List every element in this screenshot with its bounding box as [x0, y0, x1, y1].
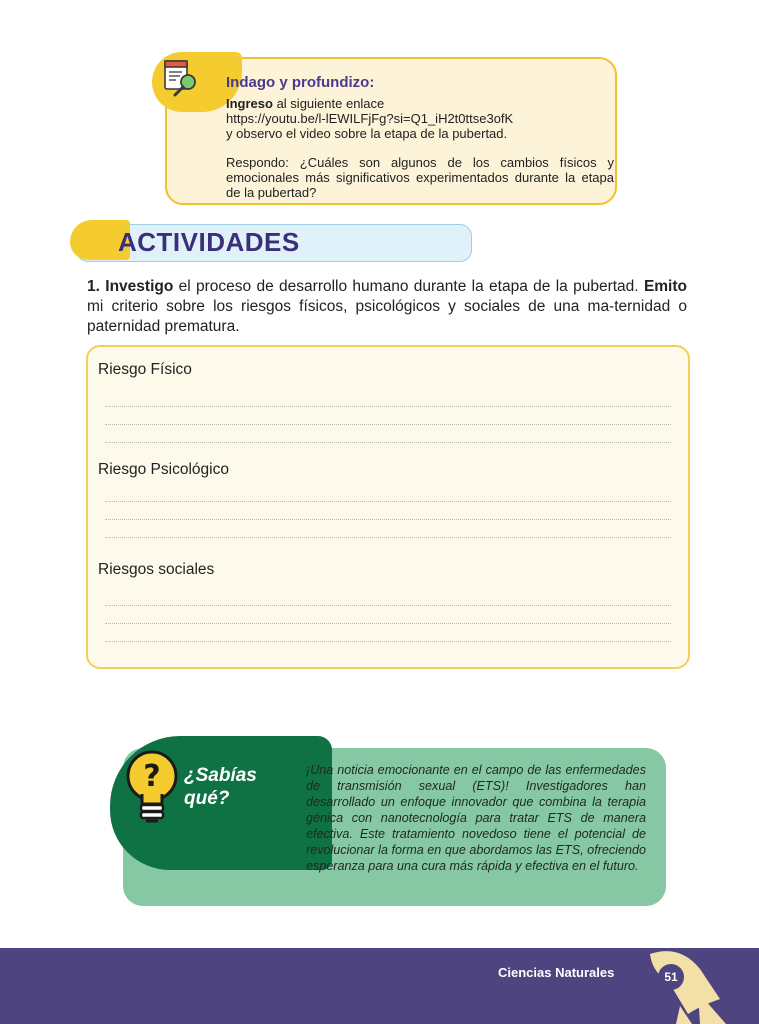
risk-label-psychological: Riesgo Psicológico — [98, 461, 229, 478]
answer-line[interactable] — [105, 623, 671, 624]
indago-title: Indago y profundizo: — [226, 74, 375, 91]
indago-question: Respondo: ¿Cuáles son algunos de los cambios físicos y emocionales más significativos experimentados durante la etapa de la pubertad? — [226, 155, 614, 200]
activities-title: ACTIVIDADES — [118, 227, 300, 257]
link-intro: al siguiente enlace — [272, 96, 385, 111]
rocket-icon — [640, 944, 730, 1024]
verb-emito: Emito — [643, 278, 687, 295]
answer-line[interactable] — [105, 537, 671, 538]
page-number: 51 — [658, 964, 684, 990]
verb-investigo: Investigo — [105, 278, 174, 295]
document-magnifier-icon — [160, 58, 202, 98]
risk-label-social: Riesgos sociales — [98, 561, 215, 578]
activity-instruction — [87, 277, 687, 337]
observe-text: y observo el video sobre la etapa de la pubertad. — [226, 126, 508, 141]
item-number: 1. — [87, 278, 100, 295]
risk-label-physical: Riesgo Físico — [98, 361, 192, 378]
sabias-title-line1: ¿Sabías — [184, 765, 257, 786]
answer-line[interactable] — [105, 641, 671, 642]
sabias-title — [184, 764, 257, 810]
answer-line[interactable] — [105, 424, 671, 425]
answer-line[interactable] — [105, 605, 671, 606]
svg-text:?: ? — [143, 759, 161, 794]
answer-line[interactable] — [105, 501, 671, 502]
answer-line[interactable] — [105, 519, 671, 520]
sabias-text: ¡Una noticia emocionante en el campo de las enfermedades de transmisión sexual (ETS)! Investigadores han desarrollado un enfoque innovador que combina la terapia génica con nanotecnología para tratar ETS de manera efectiva. Este tratamiento novedoso tiene el potencial de revolucionar la forma en que abordamos las ETS, ofreciendo esperanza para una cura más rápida y efectiva en el futuro. — [306, 763, 646, 873]
ingreso-verb: Ingreso — [226, 96, 273, 111]
video-link[interactable]: https://youtu.be/l-lEWILFjFg?si=Q1_iH2t0ttse3ofK — [226, 111, 514, 126]
answer-box — [86, 345, 690, 669]
footer-subject: Ciencias Naturales — [498, 965, 615, 980]
sabias-title-line2: qué? — [184, 788, 230, 809]
instruction-part1: el proceso de desarrollo humano durante la etapa de la pubertad. — [173, 278, 644, 295]
instruction-part2: mi criterio sobre los riesgos físicos, psicológicos y sociales de una ma-ternidad o paternidad prematura. — [87, 298, 687, 335]
indago-text — [226, 96, 614, 200]
lightbulb-question-icon — [124, 748, 180, 828]
answer-line[interactable] — [105, 442, 671, 443]
answer-line[interactable] — [105, 406, 671, 407]
